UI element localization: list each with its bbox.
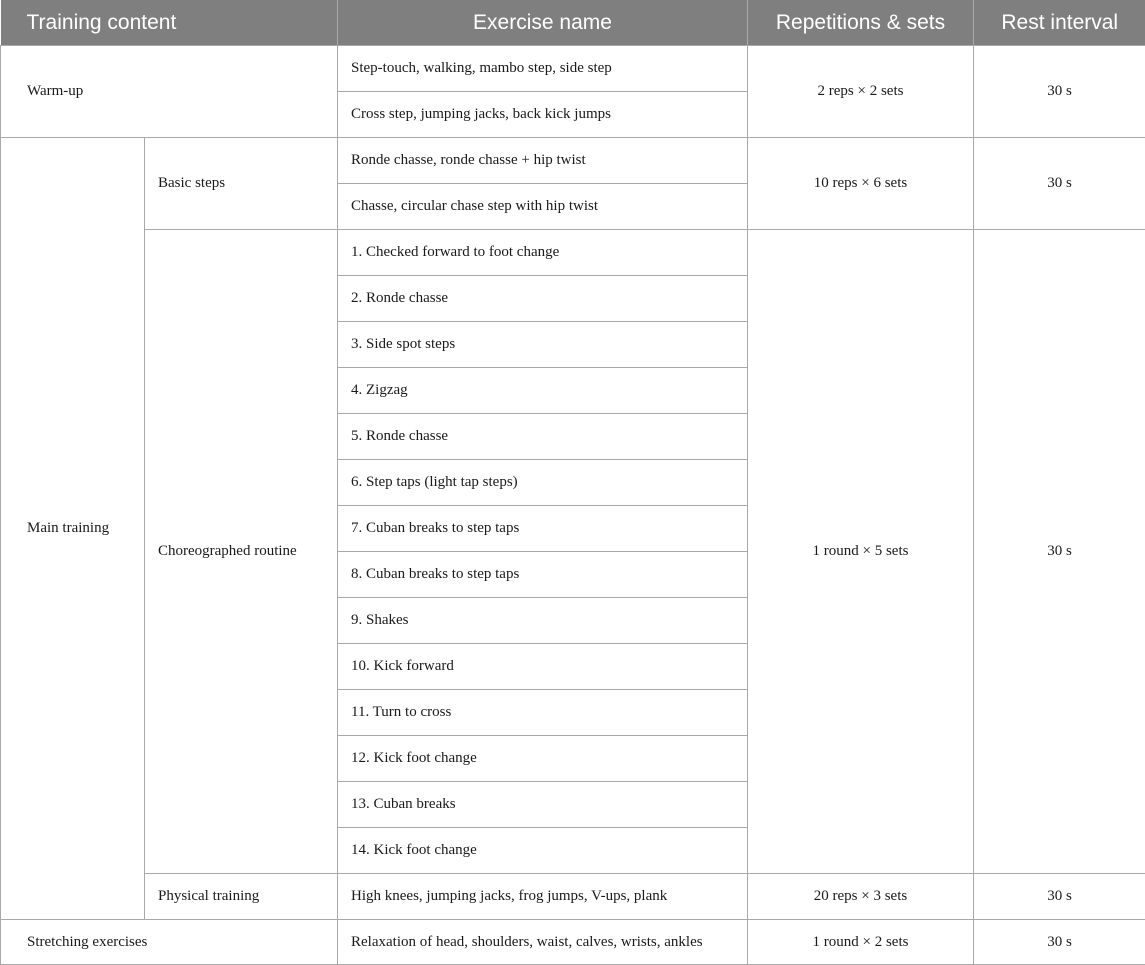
rest-cell: 30 s	[974, 874, 1145, 920]
exercise-cell: Relaxation of head, shoulders, waist, calves, wrists, ankles	[338, 920, 748, 965]
exercise-cell: 5. Ronde chasse	[338, 414, 748, 460]
rest-cell: 30 s	[974, 230, 1145, 874]
table-row	[1, 230, 1145, 276]
exercise-cell: Chasse, circular chase step with hip twist	[338, 184, 748, 230]
exercise-cell: 11. Turn to cross	[338, 690, 748, 736]
table-body	[1, 46, 1145, 965]
exercise-cell: 1. Checked forward to foot change	[338, 230, 748, 276]
subcategory-choreographed-routine: Choreographed routine	[145, 230, 338, 874]
rest-cell: 30 s	[974, 138, 1145, 230]
exercise-cell: 4. Zigzag	[338, 368, 748, 414]
rest-cell: 30 s	[974, 920, 1145, 965]
exercise-cell: 12. Kick foot change	[338, 736, 748, 782]
category-stretching: Stretching exercises	[1, 920, 338, 965]
exercise-cell: Cross step, jumping jacks, back kick jumps	[338, 92, 748, 138]
table-row	[1, 46, 1145, 92]
header-rest-interval: Rest interval	[974, 0, 1145, 46]
subcategory-basic-steps: Basic steps	[145, 138, 338, 230]
table-row	[1, 874, 1145, 920]
exercise-cell: High knees, jumping jacks, frog jumps, V-ups, plank	[338, 874, 748, 920]
reps-cell: 1 round × 5 sets	[748, 230, 974, 874]
reps-cell: 1 round × 2 sets	[748, 920, 974, 965]
exercise-cell: 7. Cuban breaks to step taps	[338, 506, 748, 552]
rest-cell: 30 s	[974, 46, 1145, 138]
subcategory-physical-training: Physical training	[145, 874, 338, 920]
exercise-cell: 10. Kick forward	[338, 644, 748, 690]
exercise-cell: 3. Side spot steps	[338, 322, 748, 368]
reps-cell: 20 reps × 3 sets	[748, 874, 974, 920]
reps-cell: 2 reps × 2 sets	[748, 46, 974, 138]
table-row	[1, 138, 1145, 184]
table-header	[1, 0, 1145, 46]
header-exercise-name: Exercise name	[338, 0, 748, 46]
exercise-cell: 2. Ronde chasse	[338, 276, 748, 322]
exercise-cell: 6. Step taps (light tap steps)	[338, 460, 748, 506]
exercise-cell: Step-touch, walking, mambo step, side step	[338, 46, 748, 92]
table-row	[1, 920, 1145, 965]
exercise-cell: 14. Kick foot change	[338, 828, 748, 874]
category-main-training: Main training	[1, 138, 145, 920]
exercise-cell: 9. Shakes	[338, 598, 748, 644]
category-warmup: Warm-up	[1, 46, 338, 138]
exercise-cell: 13. Cuban breaks	[338, 782, 748, 828]
reps-cell: 10 reps × 6 sets	[748, 138, 974, 230]
exercise-cell: Ronde chasse, ronde chasse + hip twist	[338, 138, 748, 184]
exercise-cell: 8. Cuban breaks to step taps	[338, 552, 748, 598]
header-training-content: Training content	[1, 0, 338, 46]
header-reps-sets: Repetitions & sets	[748, 0, 974, 46]
